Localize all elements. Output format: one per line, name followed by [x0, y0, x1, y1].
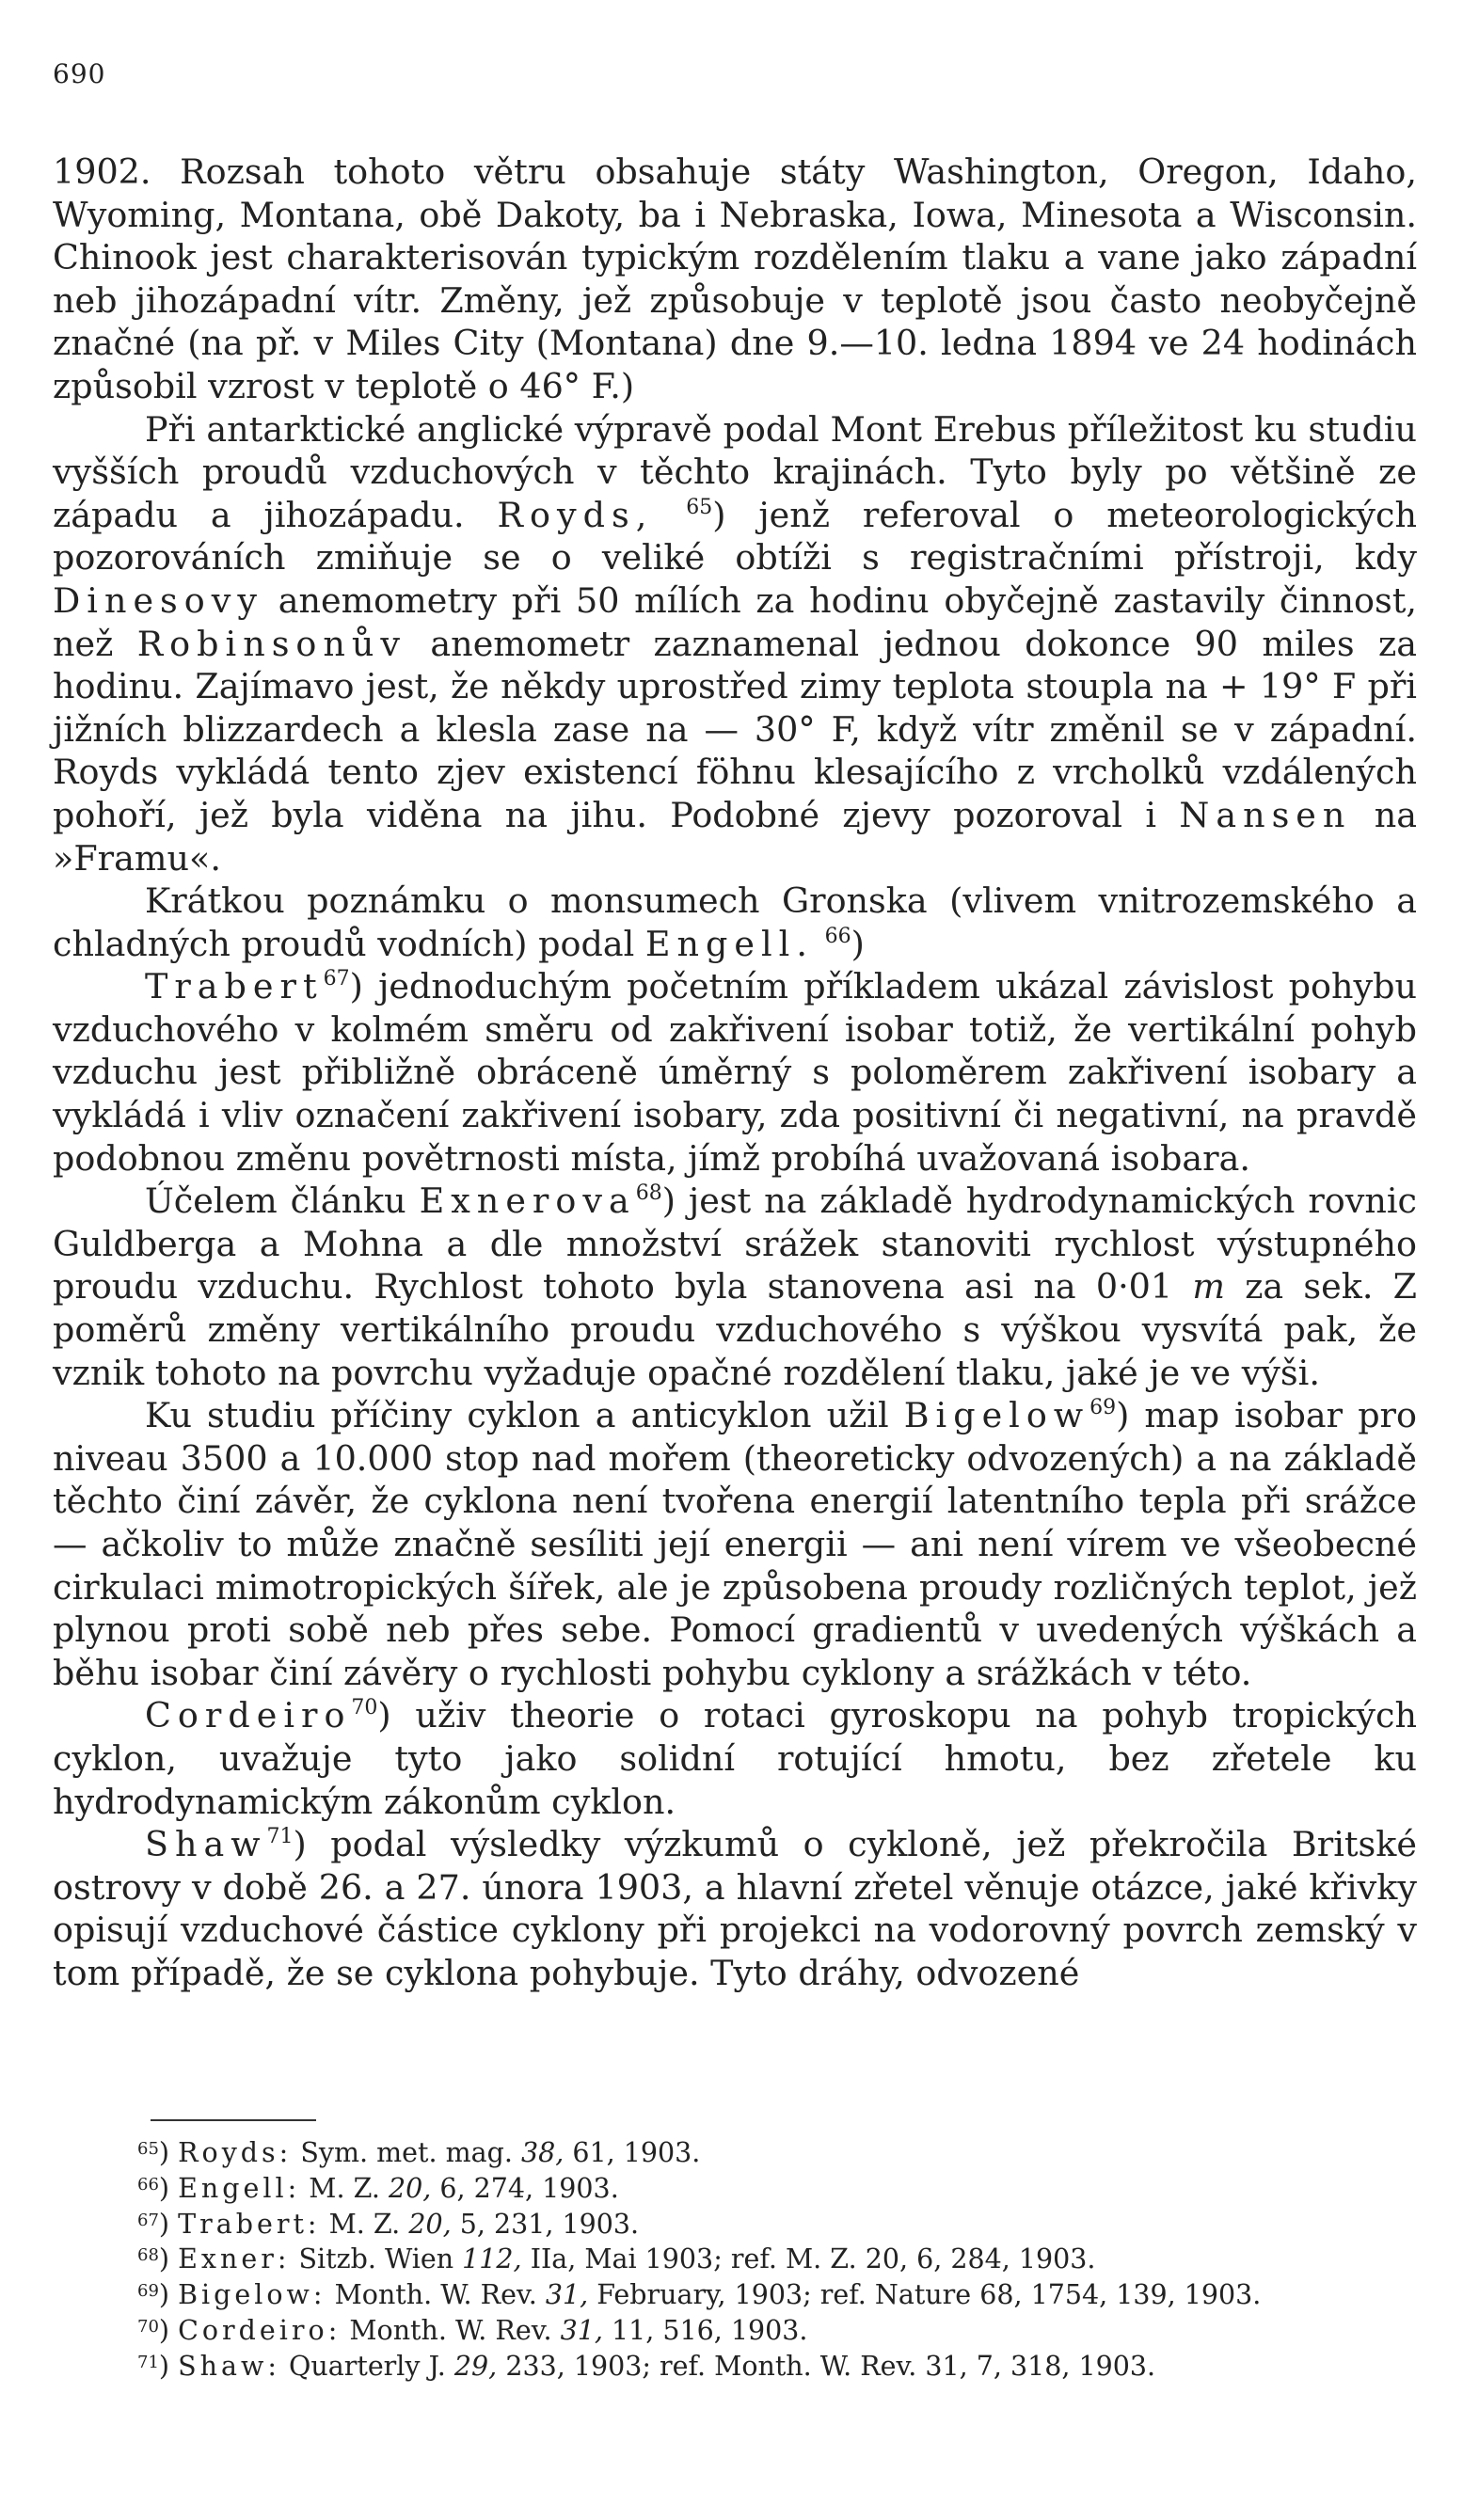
- footnote-number: 66: [137, 2174, 159, 2195]
- author-robinson: Robinsonův: [136, 623, 407, 664]
- footnote-volume: 29,: [453, 2350, 498, 2382]
- author-dines: Dinesovy: [53, 579, 263, 621]
- footnote-author: Cordeiro:: [178, 2314, 342, 2346]
- footnote-source: M. Z.: [309, 2172, 380, 2204]
- footnote-volume: 31,: [560, 2314, 603, 2346]
- author-cordeiro: Cordeiro: [145, 1695, 352, 1736]
- footnote-divider: [151, 2119, 316, 2121]
- p6-text-a: Ku studiu příčiny cyklon a anticyklon užil: [145, 1395, 889, 1436]
- p4-text-a: ) jednoduchým početním příkladem ukázal závislost pohybu vzduchového v kolmém směru od zakřivení isobar totiž, že vertikální pohyb vzduchu jest přibližně obráceně úměrný s poloměrem zakřivení isobary a vykládá i vliv označení zakřivení isobary, zda positivní či negativní, na pravdě podobnou změnu povětrnosti místa, jímž probíhá uvažovaná isobara.: [53, 966, 1417, 1179]
- footnote-author: Trabert:: [178, 2208, 321, 2240]
- footnote-author: Bigelow:: [178, 2279, 326, 2311]
- footnote-volume: 31,: [545, 2279, 589, 2311]
- footnote-details: 61, 1903.: [572, 2137, 701, 2168]
- unit-m: m: [1192, 1266, 1225, 1308]
- footnote-ref-68[interactable]: 68: [635, 1181, 662, 1206]
- footnote-ref-71[interactable]: 71: [266, 1825, 294, 1849]
- author-royds: Royds,: [497, 494, 654, 535]
- footnote-number: 68: [137, 2245, 159, 2266]
- footnote-volume: 112,: [462, 2243, 522, 2275]
- footnote-ref-69[interactable]: 69: [1089, 1396, 1117, 1420]
- footnote-details: IIa, Mai 1903; ref. M. Z. 20, 6, 284, 1903.: [530, 2243, 1096, 2275]
- footnote-68: $^{68}$) Exner: Sitzb. Wien 112, IIa, Mai 1903; ref. M. Z. 20, 6, 284, 1903.: [137, 2243, 1096, 2275]
- p2-text-d: anemometr zaznamenal jednou dokonce 90 miles za hodinu. Zajímavo jest, že někdy uprostřed zimy teplota stoupla na + 19° F při jižních blizzardech a klesla zase na — 30° F, když vítr změnil se v západní. Royds vykládá tento zjev existencí föhnu klesajícího z vrcholků vzdálených pohoří, jež byla viděna na jihu. Podobné zjevy pozoroval i: [53, 623, 1417, 835]
- author-bigelow: Bigelow: [903, 1395, 1090, 1436]
- paragraph-7: [53, 1694, 1417, 1823]
- p5-text-b: ) jest na základě hydrodynamických rovnic Guldberga a Mohna a dle množství srážek stanoviti rychlost výstupného proudu vzduchu. Rychlost tohoto byla stanovena asi na 0·01: [53, 1181, 1417, 1308]
- author-nansen: Nansen: [1179, 794, 1352, 835]
- footnote-details: 233, 1903; ref. Month. W. Rev. 31, 7, 318, 1903.: [505, 2350, 1156, 2382]
- p5-text-a: Účelem článku: [145, 1181, 406, 1222]
- footnote-source: Month. W. Rev.: [349, 2314, 552, 2346]
- p8-text-a: ) podal výsledky výzkumů o cykloně, jež překročila Britské ostrovy v době 26. a 27. února 1903, a hlavní zřetel věnuje otázce, jaké křivky opisují vzduchové částice cyklony při projekci na vodorovný povrch zemský v tom případě, že se cyklona pohybuje. Tyto dráhy, odvozené: [53, 1824, 1417, 1993]
- paragraph-3: [53, 880, 1417, 965]
- paragraph-6: [53, 1394, 1417, 1694]
- main-text: [53, 151, 1417, 1995]
- footnote-volume: 20,: [389, 2172, 432, 2204]
- author-exner: Exnerova: [419, 1181, 636, 1222]
- footnote-66: $^{66}$) Engell: M. Z. 20, 6, 274, 1903.: [137, 2172, 619, 2204]
- footnote-author: Engell:: [178, 2172, 301, 2204]
- footnote-source: Sitzb. Wien: [298, 2243, 454, 2275]
- paragraph-1: 1902. Rozsah tohoto větru obsahuje státy Washington, Oregon, Idaho, Wyoming, Montana, obě Dakoty, ba i Nebraska, Iowa, Minesota a Wisconsin. Chinook jest charakterisován typickým rozdělením tlaku a vane jako západní neb jihozápadní vítr. Změny, jež způsobuje v teplotě jsou často neobyčejně značné (na př. v Miles City (Montana) dne 9.—10. ledna 1894 ve 24 hodinách způsobil vzrost v teplotě o 46° F.): [53, 151, 1417, 406]
- author-engell: Engell.: [644, 923, 814, 964]
- p6-text-b: ) map isobar pro niveau 3500 a 10.000 stop nad mořem (theoreticky odvozených) a na základě těchto činí závěr, že cyklona není tvořena energií latentního tepla při srážce — ačkoliv to může značně sesíliti její energii — ani není vírem ve všeobecné cirkulaci mimotropických šířek, ale je způsobena proudy rozličných teplot, jež plynou proti sobě neb přes sebe. Pomocí gradientů v uvedených výškách a běhu isobar činí závěry o rychlosti pohybu cyklony a srážkách v této.: [53, 1395, 1417, 1693]
- p5-text-c: za sek. Z poměrů změny vertikálního proudu vzduchového s výškou vysvítá pak, že vznik tohoto na povrchu vyžaduje opačné rozdělení tlaku, jaké je ve výši.: [53, 1266, 1418, 1393]
- p2-text-e: na »Framu«.: [53, 794, 1417, 879]
- footnote-number: 69: [137, 2281, 159, 2302]
- footnote-source: Month. W. Rev.: [334, 2279, 537, 2311]
- page-number: 690: [53, 58, 106, 89]
- footnote-source: M. Z.: [328, 2208, 401, 2240]
- footnote-volume: 20,: [408, 2208, 452, 2240]
- paragraph-4: [53, 965, 1417, 1180]
- footnote-details: February, 1903; ref. Nature 68, 1754, 139, 1903.: [596, 2279, 1262, 2311]
- footnote-71: $^{71}$) Shaw: Quarterly J. 29, 233, 1903; ref. Month. W. Rev. 31, 7, 318, 1903.: [137, 2350, 1156, 2382]
- footnote-details: 11, 516, 1903.: [611, 2314, 808, 2346]
- author-trabert: Trabert: [145, 966, 324, 1007]
- paragraph-8: [53, 1823, 1417, 1994]
- footnote-70: $^{70}$) Cordeiro: Month. W. Rev. 31, 11, 516, 1903.: [137, 2314, 808, 2346]
- paragraph-2: [53, 408, 1417, 880]
- footnote-67: $^{67}$) Trabert: M. Z. 20, 5, 231, 1903.: [137, 2208, 640, 2240]
- footnote-ref-66[interactable]: 66: [824, 924, 851, 948]
- footnotes: [137, 2133, 1436, 2383]
- footnote-ref-70[interactable]: 70: [351, 1696, 378, 1720]
- p3-text-b: ): [851, 923, 865, 964]
- footnote-source: Quarterly J.: [289, 2350, 446, 2382]
- footnote-author: Shaw:: [178, 2350, 280, 2382]
- footnote-69: $^{69}$) Bigelow: Month. W. Rev. 31, February, 1903; ref. Nature 68, 1754, 139, 1903.: [137, 2279, 1262, 2311]
- footnote-number: 71: [137, 2352, 159, 2372]
- footnote-details: 6, 274, 1903.: [439, 2172, 619, 2204]
- footnote-ref-65[interactable]: 65: [686, 495, 713, 519]
- footnote-source: Sym. met. mag.: [300, 2137, 513, 2168]
- footnote-ref-67[interactable]: 67: [323, 967, 350, 991]
- p2-text-a: Při antarktické anglické výpravě podal Mont Erebus příležitost ku studiu vyšších proudů vzduchových v těchto krajinách. Tyto byly po většině ze západu a jihozápadu.: [53, 408, 1417, 535]
- footnote-number: 65: [137, 2139, 159, 2159]
- p3-text-a: Krátkou poznámku o monsumech Gronska (vlivem vnitrozemského a chladných proudů vodních) podal: [53, 880, 1417, 964]
- footnote-author: Royds:: [178, 2137, 293, 2168]
- p2-text-c: anemometry při 50 mílích za hodinu obyčejně zastavily činnost, než: [53, 579, 1417, 664]
- footnote-volume: 38,: [520, 2137, 565, 2168]
- paragraph-5: [53, 1180, 1417, 1394]
- footnote-number: 67: [137, 2210, 159, 2230]
- p7-text-a: ) uživ theorie o rotaci gyroskopu na pohyb tropických cyklon, uvažuje tyto jako solidní rotující hmotu, bez zřetele ku hydrodynamickým zákonům cyklon.: [53, 1695, 1417, 1822]
- footnote-65: $^{65}$) Royds: Sym. met. mag. 38, 61, 1903.: [137, 2137, 701, 2168]
- author-shaw: Shaw: [145, 1824, 267, 1865]
- footnote-author: Exner:: [178, 2243, 291, 2275]
- footnote-details: 5, 231, 1903.: [459, 2208, 640, 2240]
- p2-text-b: ) jenž referoval o meteorologických pozorováních zmiňuje se o veliké obtíži s registračními přístroji, kdy: [53, 494, 1417, 578]
- footnote-number: 70: [137, 2316, 159, 2337]
